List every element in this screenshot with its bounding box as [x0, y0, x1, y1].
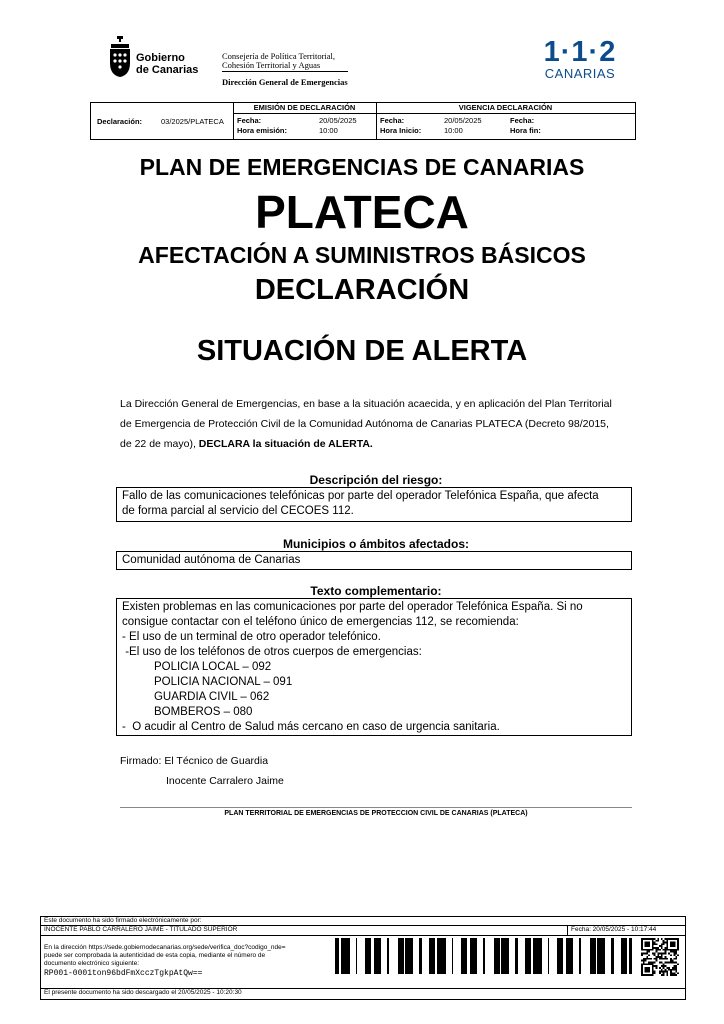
texto-line: GUARDIA CIVIL – 062 [122, 691, 270, 703]
vigencia-hora-inicio-value: 10:00 [444, 126, 463, 135]
logo-112-number: 1·1·2 [543, 36, 617, 68]
stamp-download: El presente documento ha sido descargado el 20/05/2025 - 10:20:30 [44, 989, 242, 996]
texto-line: POLICIA LOCAL – 092 [122, 661, 272, 673]
texto-line: -El uso de los teléfonos de otros cuerpos de emergencias: [122, 646, 422, 658]
vigencia-hora-inicio-label: Hora Inicio: [380, 126, 422, 135]
title-declaracion: DECLARACIÓN [254, 274, 470, 306]
barcode-icon [335, 938, 633, 974]
title-afectacion: AFECTACIÓN A SUMINISTROS BÁSICOS [138, 242, 586, 268]
vigencia-header: VIGENCIA DECLARACIÓN [376, 103, 635, 114]
declaracion-cell [91, 103, 234, 139]
consejeria-line2: Cohesión Territorial y Aguas [222, 60, 321, 70]
stamp-verify-row [41, 936, 685, 989]
declaracion-value: 03/2025/PLATECA [161, 117, 224, 126]
intro-line2: de Emergencia de Protección Civil de la Comunidad Autónoma de Canarias PLATECA (Decreto 98/2015, [120, 418, 609, 430]
riesgo-box [116, 487, 632, 522]
municipios-line1: Comunidad autónoma de Canarias [122, 554, 301, 566]
direccion-general: Dirección General de Emergencias [222, 77, 348, 87]
stamp-verify-line2: puede ser comprobada la autenticidad de esta copia, mediante el número de [44, 952, 266, 959]
signature-stamp [40, 916, 686, 1000]
stamp-verify-text [44, 944, 329, 978]
declaration-table [90, 102, 636, 140]
title-plan: PLAN DE EMERGENCIAS DE CANARIAS [139, 154, 585, 180]
riesgo-line2: de forma parcial al servicio del CECOES 112. [122, 505, 354, 517]
stamp-signer: INOCENTE PABLO CARRALERO JAIME - TITULADO SUPERIOR [44, 926, 238, 933]
stamp-code: RP001-0001ton96bdFmXcczTgkpAtQw== [44, 969, 203, 978]
firma-line2: Inocente Carralero Jaime [166, 775, 284, 787]
declaracion-label: Declaración: [97, 117, 143, 126]
stamp-fecha: Fecha: 20/05/2025 - 10:17:44 [567, 926, 684, 936]
consejeria-block [222, 52, 348, 87]
gobierno-canarias-logo [108, 36, 208, 80]
intro-line3-text: de 22 de mayo), [120, 438, 199, 450]
texto-line: - O acudir al Centro de Salud más cercano en caso de urgencia sanitaria. [122, 721, 500, 733]
stamp-verify-line3: documento electrónico siguiente: [44, 960, 140, 967]
texto-line: Existen problemas en las comunicaciones por parte del operador Telefónica España. Si no [122, 601, 583, 613]
emision-hora-value: 10:00 [319, 126, 338, 135]
emision-header: EMISIÓN DE DECLARACIÓN [233, 103, 376, 114]
consejeria-divider [222, 71, 348, 72]
texto-line: consigue contactar con el teléfono único de emergencias 112, se recomienda: [122, 616, 519, 628]
riesgo-heading: Descripción del riesgo: [309, 473, 443, 487]
stamp-verify-line1: En la dirección https://sede.gobiernodecanarias.org/sede/verifica_doc?codigo_nde= [44, 944, 286, 951]
intro-line3-bold: DECLARA la situación de ALERTA. [198, 438, 373, 450]
firma-line1: Firmado: El Técnico de Guardia [120, 755, 269, 767]
title-plateca: PLATECA [255, 186, 469, 238]
riesgo-line1: Fallo de las comunicaciones telefónicas por parte del operador Telefónica España, que afecta [122, 490, 599, 502]
footer-title: PLAN TERRITORIAL DE EMERGENCIAS DE PROTECCION CIVIL DE CANARIAS (PLATECA) [224, 810, 528, 817]
vigencia-fecha-fin-label: Fecha: [510, 116, 535, 125]
municipios-box [116, 551, 632, 570]
crest-icon [108, 36, 132, 78]
gobierno-text [136, 52, 198, 76]
intro-line3 [120, 434, 632, 454]
footer-divider [120, 807, 632, 808]
emision-cell [233, 103, 377, 139]
intro-paragraph [120, 394, 632, 454]
gobierno-line2: de Canarias [136, 64, 199, 76]
vigencia-cell [376, 103, 635, 139]
texto-line: - El uso de un terminal de otro operador telefónico. [122, 631, 381, 643]
logo-112-canarias [540, 38, 620, 86]
consejeria-line1: Consejería de Política Territorial, [222, 51, 336, 61]
gobierno-line1: Gobierno [136, 52, 185, 64]
texto-box [116, 598, 632, 736]
qr-code-icon[interactable] [641, 938, 679, 976]
title-situacion: SITUACIÓN DE ALERTA [196, 335, 528, 367]
intro-line1: La Dirección General de Emergencias, en base a la situación acaecida, y en aplicación del Plan Territorial [120, 398, 612, 410]
emision-fecha-value: 20/05/2025 [319, 116, 357, 125]
stamp-header: Este documento ha sido firmado electrónicamente por: [41, 917, 685, 926]
municipios-heading: Municipios o ámbitos afectados: [282, 537, 470, 551]
emision-fecha-label: Fecha: [237, 116, 262, 125]
vigencia-fecha-label: Fecha: [380, 116, 405, 125]
vigencia-hora-fin-label: Hora fin: [510, 126, 541, 135]
texto-heading: Texto complementario: [310, 584, 442, 598]
texto-line: POLICIA NACIONAL – 091 [122, 676, 293, 688]
emision-hora-label: Hora emisión: [237, 126, 288, 135]
vigencia-fecha-value: 20/05/2025 [444, 116, 482, 125]
texto-line: BOMBEROS – 080 [122, 706, 253, 718]
logo-112-text: CANARIAS [544, 66, 616, 81]
